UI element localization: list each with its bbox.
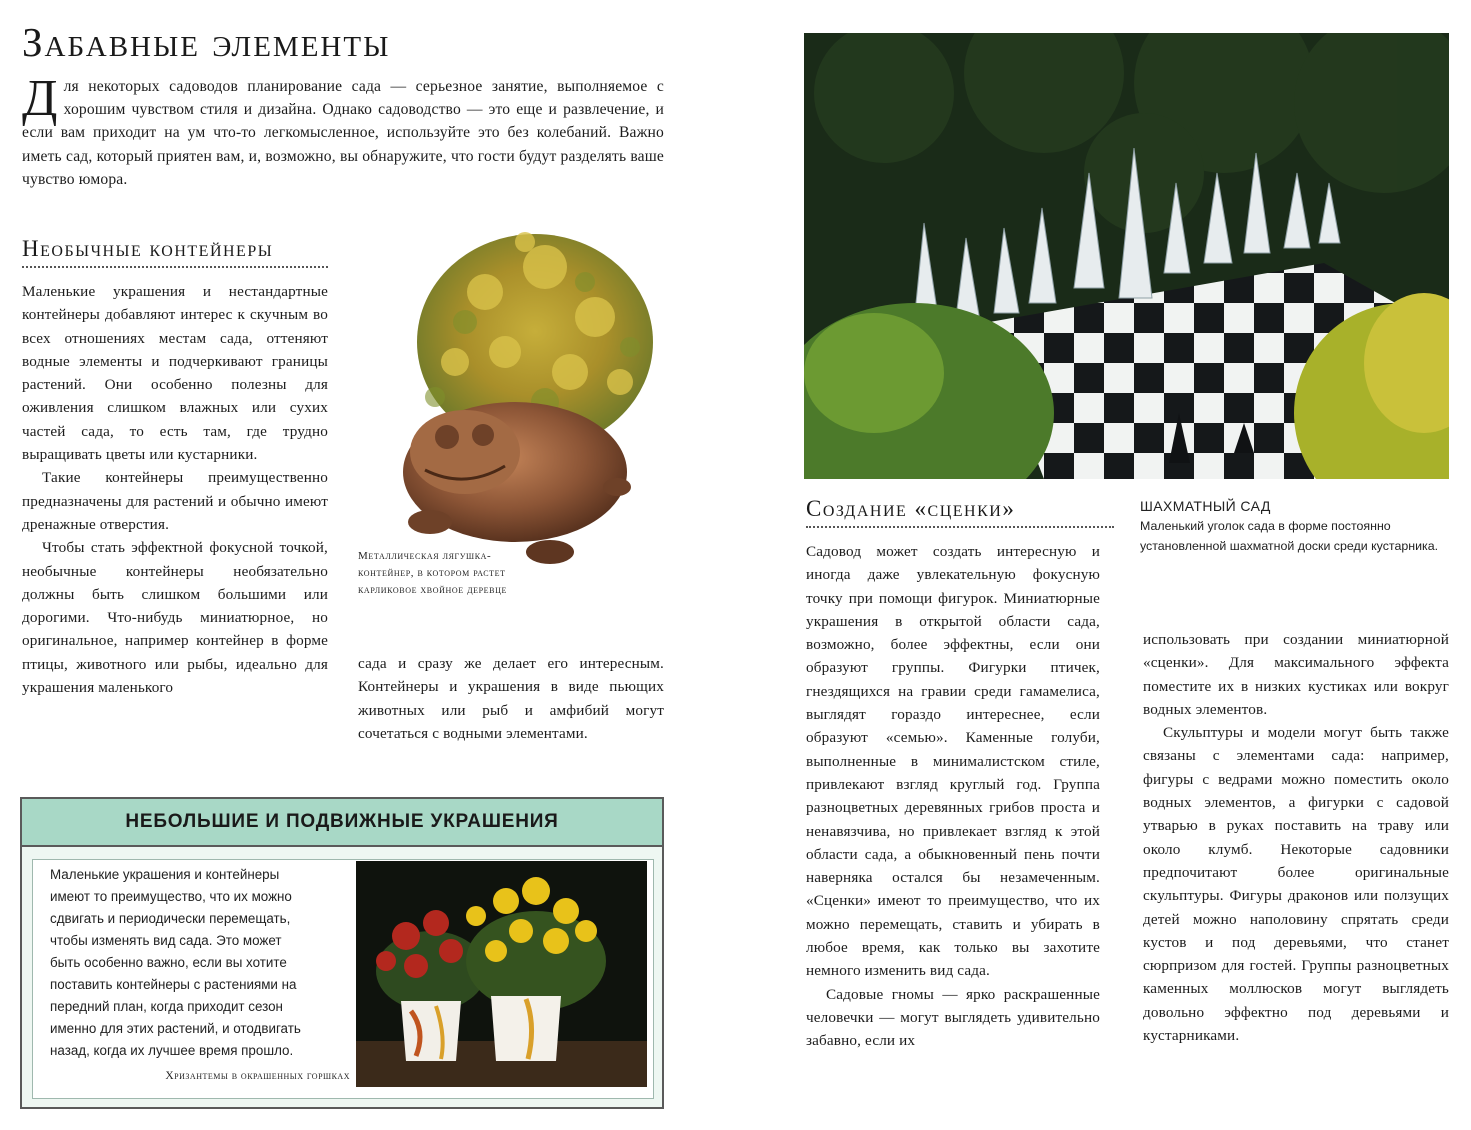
paragraph: сада и сразу же делает его интересным. Контейнеры и украшения в виде пьющих животных или рыб и амфибий могут сочетаться с водными элементами. — [358, 655, 664, 742]
paragraph: Скульптуры и модели могут быть также связаны с элементами сада: например, фигуры с ведрами можно поместить около водных элементов, а фигурки с садовой утварью в руках поставить на траву или около клумб. Некоторые садовники предпочитают более оригинальные скульптуры. Фигуры драконов или ползущих детей можно наполовину спрятать среди кустов и под деревьями, что станет сюрпризом для гостей. Группы разноцветных каменных моллюсков могут выглядеть довольно эффектно под деревьями и кустарниками. — [1143, 724, 1449, 1045]
paragraph: Чтобы стать эффектной фокусной точкой, необычные контейнеры необязательно должны быть слишком большими или дорогими. Что-нибудь миниатюрное, но оригинальное, например контейнер в форме птицы, животного или рыбы, идеально для украшения маленького — [22, 539, 328, 697]
sidebar-photo-caption: Хризантемы в окрашенных горшках — [165, 1070, 350, 1082]
caption-text: Маленький уголок сада в форме постоянно установленной шахматной доски среди кустарника. — [1140, 519, 1439, 553]
section-heading-unusual-containers — [22, 236, 328, 268]
sidebar-title: НЕБОЛЬШИЕ И ПОДВИЖНЫЕ УКРАШЕНИЯ — [22, 799, 662, 847]
intro-paragraph — [22, 70, 664, 191]
chrysanthemum-illustration — [356, 861, 647, 1087]
frog-container-photo — [395, 222, 667, 574]
paragraph: Садовые гномы — ярко раскрашенные человечки — могут выглядеть удивительно забавно, если их — [806, 985, 1100, 1050]
frog-container-illustration — [395, 222, 667, 574]
sidebar-inner-panel — [32, 859, 654, 1099]
section-heading-scene — [806, 496, 1114, 528]
unusual-containers-column-1 — [22, 280, 328, 699]
sidebar-text: Маленькие украшения и контейнеры имеют то преимущество, что их можно сдвигать и периодически перемещать, чтобы изменять вид сада. Это может быть особенно важно, если вы хотите поставить контейнеры с растениями на передний план, когда приходит сезон именно для этих растений, и отодвигать назад, когда их лучшее время прошло. — [50, 867, 301, 1058]
paragraph: Такие контейнеры преимущественно предназначены для растений и обычно имеют дренажные отверстия. — [22, 469, 328, 533]
page-title: Забавные элементы — [22, 19, 391, 65]
chess-garden-illustration — [804, 33, 1449, 479]
paragraph: Садовод может создать интересную и иногда даже увлекательную фокусную точку при помощи фигурок. Миниатюрные украшения в открытой области сада, возможно, более эффектны, если они образуют группы. Фигурки птичек, гнездящихся на гравии среди гамамелиса, выглядят гораздо интереснее, если образуют «семью». Каменные голуби, выполненные в минималистском стиле, привлекают взгляд круглый год. Группа разноцветных деревянных грибов проста и ненавязчива, но привлекает взгляд к этой области сада, а обыкновенный пень почти наверняка остался бы незамеченным. «Сценки» имеют то преимущество, что их можно перемещать, ставить и убирать в любое время, как только вы захотите немного изменить вид сада. — [806, 543, 1100, 980]
heading-text: Необычные контейнеры — [22, 236, 328, 268]
chess-photo-caption — [1140, 498, 1450, 556]
drop-cap: Д — [22, 70, 58, 127]
paragraph: Маленькие украшения и нестандартные контейнеры добавляют интерес к скучным во всех отношениях местам сада, оттеняют водные элементы и подчеркивают границы растений. Они особенно полезны для оживления слишком влажных или сухих частей сада, то есть там, где трудно выращивать цветы или кустарники. — [22, 283, 328, 464]
intro-text: ля некоторых садоводов планирование сада — серьезное занятие, выполняемое с хорошим чувством стиля и дизайна. Однако садоводство — это еще и развлечение, и если вам приходит на ум что-то легкомысленное, используйте это без колебаний. Важно иметь сад, который приятен вам, и, возможно, вы обнаружите, что гости будут разделять ваше чувство юмора. — [22, 78, 664, 188]
heading-text: Создание «сценки» — [806, 496, 1114, 528]
caption-text: Металлическая лягушка-контейнер, в котором растет карликовое хвойное деревце — [358, 550, 507, 596]
sidebar-box — [20, 797, 664, 1109]
chrysanthemum-photo — [356, 861, 647, 1087]
paragraph: использовать при создании миниатюрной «сценки». Для максимального эффекта поместите их в низких кустиках или вокруг водных элементов. — [1143, 631, 1449, 718]
chess-garden-photo — [804, 33, 1449, 479]
scene-column-1 — [806, 540, 1100, 1053]
caption-title: ШАХМАТНЫЙ САД — [1140, 498, 1271, 514]
unusual-containers-column-2 — [358, 652, 664, 745]
scene-column-2 — [1143, 628, 1449, 1047]
frog-photo-caption — [358, 548, 508, 599]
